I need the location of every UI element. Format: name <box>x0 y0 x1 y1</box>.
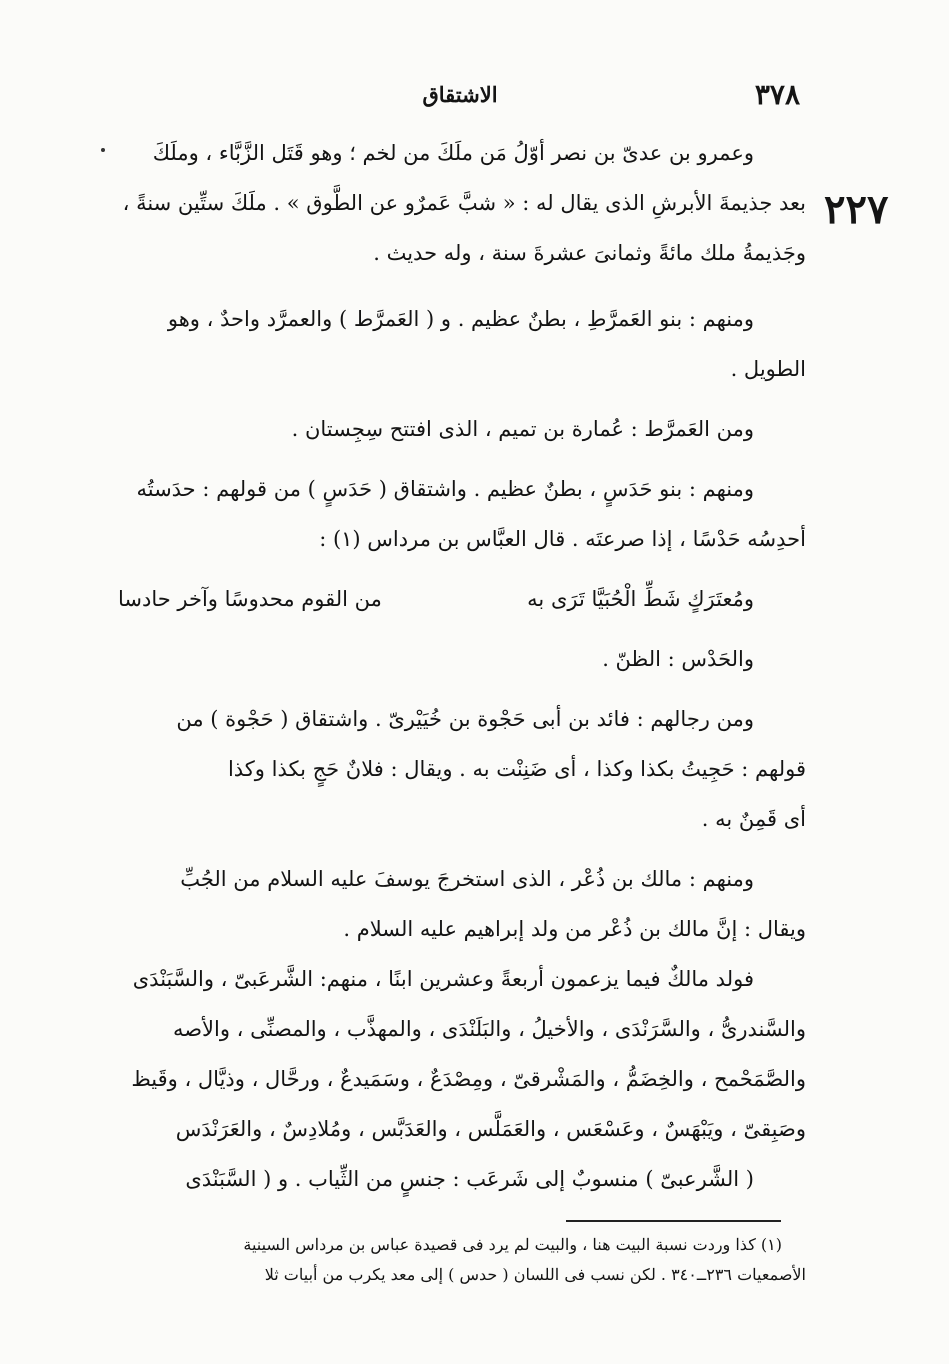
footnote-line: (١) كذا وردت نسبة البيت هنا ، والبيت لم يرد فى قصيدة عباس بن مرداس السينية <box>243 1235 782 1254</box>
text-line: أى قَمِنٌ به . <box>701 807 806 831</box>
footnote-divider <box>566 1220 781 1222</box>
text-line: بعد جذيمةَ الأبرشِ الذى يقال له : « شبَّ عَمرٌو عن الطَّوق » . ملَكَ ستِّين سنةً ، <box>122 191 806 215</box>
running-title: الاشتقاق <box>422 82 498 107</box>
stray-mark <box>101 148 105 152</box>
poetry-verse <box>118 574 806 624</box>
verse-second-hemistich: من القوم محدوسًا وآخر حادسا <box>118 587 382 611</box>
page-number: ٣٧٨ <box>754 78 800 111</box>
text-line: وعمرو بن عدىّ بن نصر أوّلُ مَن ملَكَ من لخم ؛ وهو قَتَل الزَّبَّاء ، وملَكَ <box>152 141 754 165</box>
text-line: فولد مالكٌ فيما يزعمون أربعةً وعشرين ابنًا ، منهم: الشَّرعَبىّ ، والسَّبَنْدَى <box>132 967 754 991</box>
text-line: أحدِسُه حَدْسًا ، إذا صرعتَه . قال العبَّاس بن مرداس (١) : <box>319 527 806 551</box>
page-header <box>120 78 800 118</box>
text-line: ومنهم : بنو حَدَسٍ ، بطنٌ عظيم . واشتقاق ( حَدَسٍ ) من قولهم : حدَستُه <box>136 477 754 501</box>
verse-first-hemistich: ومُعتَرَكٍ شَطِّ الْحُبَيَّا تَرَى به <box>527 587 754 611</box>
text-line: ومن العَمرَّط : عُمارة بن تميم ، الذى افتتح سِجِستان . <box>291 417 754 441</box>
text-line: الطويل . <box>730 357 806 381</box>
margin-section-number: ٢٢٧ <box>824 186 889 233</box>
text-line: والسَّندرىُّ ، والسَّرَنْدَى ، والأخيلُ ، والبَلَنْدَى ، والمهذَّب ، والمصنِّى ، والأصه <box>172 1017 806 1041</box>
text-line: ومنهم : مالك بن ذُعْر ، الذى استخرجَ يوسفَ عليه السلام من الجُبِّ <box>180 867 754 891</box>
footnote-line: الأصمعيات ٢٣٦ــ٣٤٠ . لكن نسب فى اللسان ( حدس ) إلى معد يكرب من أبيات ثلا <box>264 1265 806 1284</box>
footnotes <box>118 1230 806 1290</box>
text-line: ومنهم : بنو العَمرَّطِ ، بطنٌ عظيم . و ( العَمرَّط ) والعمرَّد واحدٌ ، وهو <box>167 307 754 331</box>
text-line: والصَّمَحْمح ، والخِضَمُّ ، والمَشْرقىّ ، ومِصْدَعٌ ، وسَمَيدعٌ ، ورحَّال ، وذيَّال ، وقَيظ <box>131 1067 806 1091</box>
text-line: ( الشَّرعبىّ ) منسوبٌ إلى شَرعَب : جنسٍ من الثِّياب . و ( السَّبَنْدَى <box>185 1167 754 1191</box>
text-line: وجَذيمةُ ملك مائةً وثمانىَ عشرةَ سنة ، وله حديث . <box>373 241 806 265</box>
text-line: والحَدْس : الظنّ . <box>602 647 754 671</box>
text-line: ومن رجالهم : فائد بن أبى حَجْوة بن خُيَيْرىّ . واشتقاق ( حَجْوة ) من <box>176 707 754 731</box>
body-text <box>118 128 806 1204</box>
text-line: ويقال : إنَّ مالك بن ذُعْر من ولد إبراهيم عليه السلام . <box>343 917 806 941</box>
text-line: قولهم : حَجِيتُ بكذا وكذا ، أى ضَنِنْت به . ويقال : فلانٌ حَجٍ بكذا وكذا <box>227 757 806 781</box>
text-line: وصَبِقىّ ، ويَبْهَسٌ ، وعَسْعَس ، والعَمَلَّس ، والعَدَبَّس ، ومُلادِسٌ ، والعَرَنْدَس <box>175 1117 806 1141</box>
